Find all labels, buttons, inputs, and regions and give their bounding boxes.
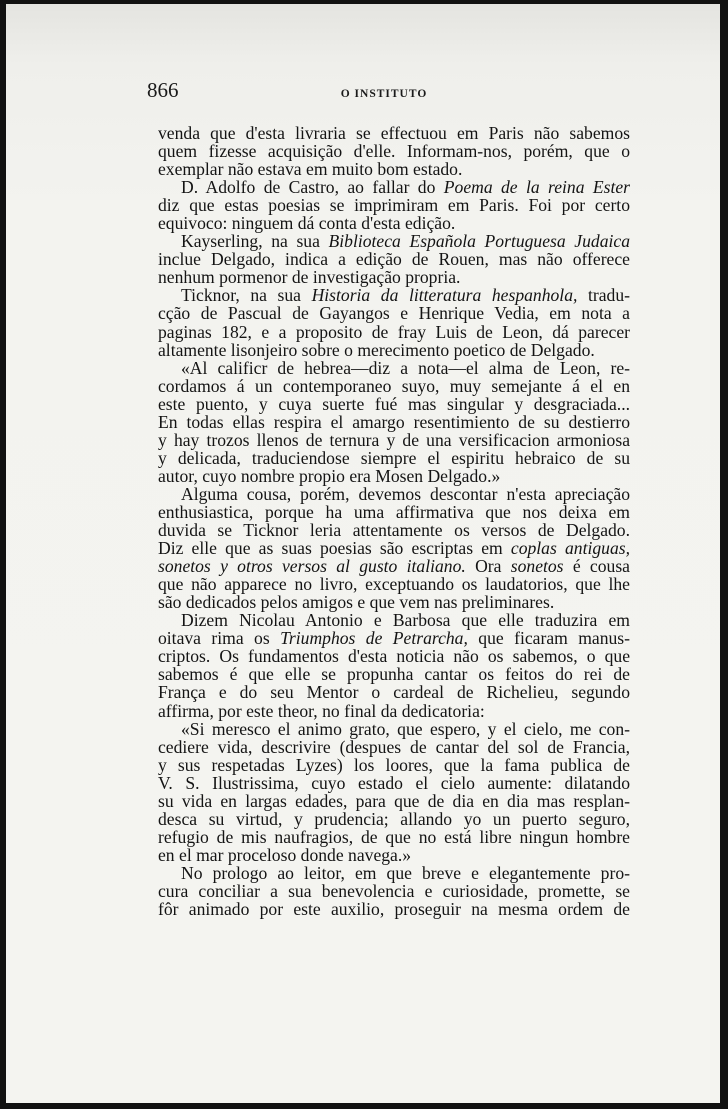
text-line: sabemos é que elle se propunha cantar os feitos do rei de [158, 664, 630, 685]
text-line: que não apparece no livro, exceptuando os laudatorios, que lhe [158, 574, 630, 595]
text-line: quem fizesse acquisição d'elle. Informam-nos, porém, que o [158, 141, 630, 162]
text-line: venda que d'esta livraria se effectuou em Paris não sabemos [158, 123, 630, 143]
text-line: cura conciliar a sua benevolencia e curiosidade, promette, se [158, 880, 630, 901]
text-line: «Al calificr de hebrea—diz a nota—el alma de Leon, re- [181, 357, 630, 378]
text-line: desca su virtud, y prudencia; allando yo un puerto seguro, [158, 808, 630, 829]
text-line: Dizem Nicolau Antonio e Barbosa que elle traduzira em [181, 610, 630, 631]
text-line: paginas 182, e a proposito de fray Luis de Leon, dá parecer [158, 321, 630, 342]
text-line: cediere vida, descrivire (despues de cantar del sol de Francia, [158, 736, 630, 757]
text-line: cção de Pascual de Gayangos e Henrique Vedia, em nota a [158, 303, 630, 324]
text-line: En todas ellas respira el amargo resentimiento de su destierro [158, 411, 630, 432]
text-line: affirma, por este theor, no final da dedicatoria: [158, 700, 485, 721]
text-line: refugio de mis naufragios, de que no está libre ningun hombre [158, 826, 630, 847]
text-line: enthusiastica, porque ha uma affirmativa que nos deixa em [158, 501, 630, 522]
text-line: su vida en largas edades, para que de dia en dia mas resplan- [158, 790, 630, 811]
text-line: y delicada, traduciendose siempre el espiritu hebraico de su [158, 447, 630, 468]
text-line: nenhum pormenor de investigação propria. [158, 267, 461, 288]
text-line: oitava rima os Triumphos de Petrarcha, que ficaram manus- [158, 628, 631, 649]
body-text [158, 124, 630, 918]
text-line: exemplar não estava em muito bom estado. [158, 159, 463, 180]
text-line: Diz elle que as suas poesias são escriptas em coplas antiguas, [158, 538, 630, 559]
text-line: Ticknor, na sua Historia da litteratura hespanhola, tradu- [181, 285, 630, 306]
book-page [6, 4, 720, 1103]
text-line: D. Adolfo de Castro, ao fallar do Poema de la reina Ester [181, 177, 631, 198]
text-line: y hay trozos llenos de ternura y de una versificacion armoniosa [158, 429, 630, 450]
page-number: 866 [147, 78, 179, 102]
text-line: diz que estas poesias se imprimiram em Paris. Foi por certo [158, 195, 630, 216]
page-header [147, 76, 621, 112]
text-line: V. S. Ilustrissima, cuyo estado el cielo aumente: dilatando [158, 772, 630, 793]
text-line: altamente lisonjeiro sobre o merecimento poetico de Delgado. [158, 339, 595, 360]
text-line: sonetos y otros versos al gusto italiano. Ora sonetos é cousa [158, 556, 630, 577]
text-line: duvida se Ticknor leria attentamente os versos de Delgado. [158, 520, 630, 541]
text-line: y sus respetadas Lyzes) los loores, que la fama publica de [158, 754, 630, 775]
text-line: inclue Delgado, indica a edição de Rouen, mas não offerece [158, 249, 630, 270]
text-line: criptos. Os fundamentos d'esta noticia não os sabemos, o que [158, 646, 630, 667]
text-line: Kayserling, na sua Biblioteca Española Portuguesa Judaica [181, 231, 630, 252]
text-line: en el mar proceloso donde navega.» [158, 844, 412, 865]
text-line: este puento, y cuya suerte fué mas singular y desgraciada... [158, 393, 630, 414]
running-title: O INSTITUTO [340, 88, 428, 100]
text-line: França e do seu Mentor o cardeal de Richelieu, segundo [158, 682, 630, 703]
text-line: são dedicados pelos amigos e que vem nas preliminares. [158, 592, 555, 613]
text-line: fôr animado por este auxilio, proseguir na mesma ordem de [158, 899, 630, 920]
text-line: autor, cuyo nombre propio era Mosen Delgado.» [158, 465, 501, 486]
text-line: No prologo ao leitor, em que breve e elegantemente pro- [181, 862, 630, 883]
text-line: cordamos á un contemporaneo suyo, muy semejante á el en [158, 375, 630, 396]
text-line: Alguma cousa, porém, devemos descontar n'esta apreciação [181, 483, 630, 504]
text-line: «Si meresco el animo grato, que espero, y el cielo, me con- [181, 718, 630, 739]
text-line: equivoco: ninguem dá conta d'esta edição. [158, 213, 456, 234]
